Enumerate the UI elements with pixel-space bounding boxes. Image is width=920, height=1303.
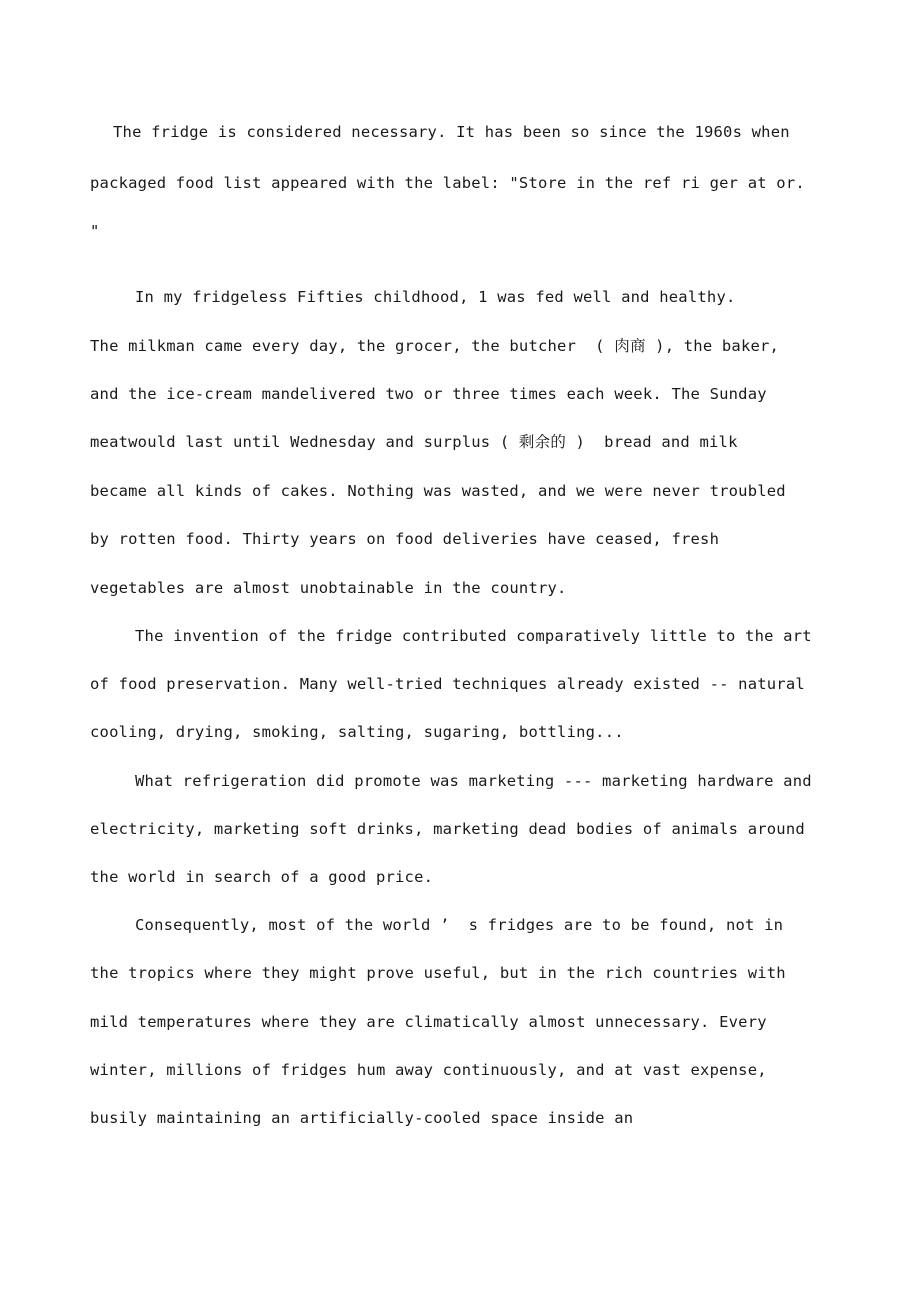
text-line: electricity, marketing soft drinks, marketing dead bodies of animals around — [90, 820, 805, 838]
text-line: The invention of the fridge contributed comparatively little to the art — [135, 627, 812, 645]
text-line: and the ice-cream mandelivered two or three times each week. The Sunday — [90, 385, 767, 403]
text-line: by rotten food. Thirty years on food deliveries have ceased, fresh — [90, 530, 720, 548]
text-line: vegetables are almost unobtainable in the country. — [90, 579, 567, 597]
text-line: Consequently, most of the world ’ s fridges are to be found, not in — [135, 916, 784, 934]
text-line: packaged food list appeared with the label: "Store in the ref ri ger at or. — [90, 174, 805, 192]
text-line: The fridge is considered necessary. It has been so since the 1960s when — [113, 123, 790, 141]
text-line: of food preservation. Many well-tried techniques already existed -- natural — [90, 675, 805, 693]
text-line: cooling, drying, smoking, salting, sugaring, bottling... — [90, 723, 624, 741]
text-line: What refrigeration did promote was marketing --- marketing hardware and — [135, 772, 812, 790]
text-line: the tropics where they might prove useful, but in the rich countries with — [90, 964, 786, 982]
text-line: " — [90, 222, 100, 240]
text-line: mild temperatures where they are climatically almost unnecessary. Every — [90, 1013, 767, 1031]
text-line: became all kinds of cakes. Nothing was wasted, and we were never troubled — [90, 482, 786, 500]
text-line: busily maintaining an artificially-cooled space inside an — [90, 1109, 634, 1127]
text-line: the world in search of a good price. — [90, 868, 434, 886]
text-line: In my fridgeless Fifties childhood, 1 was fed well and healthy. — [135, 288, 736, 306]
text-line: meatwould last until Wednesday and surplus ( 剩余的 ) bread and milk — [90, 433, 738, 451]
text-line: The milkman came every day, the grocer, the butcher ( 肉商 ), the baker, — [90, 337, 780, 355]
text-line: winter, millions of fridges hum away continuously, and at vast expense, — [90, 1061, 767, 1079]
